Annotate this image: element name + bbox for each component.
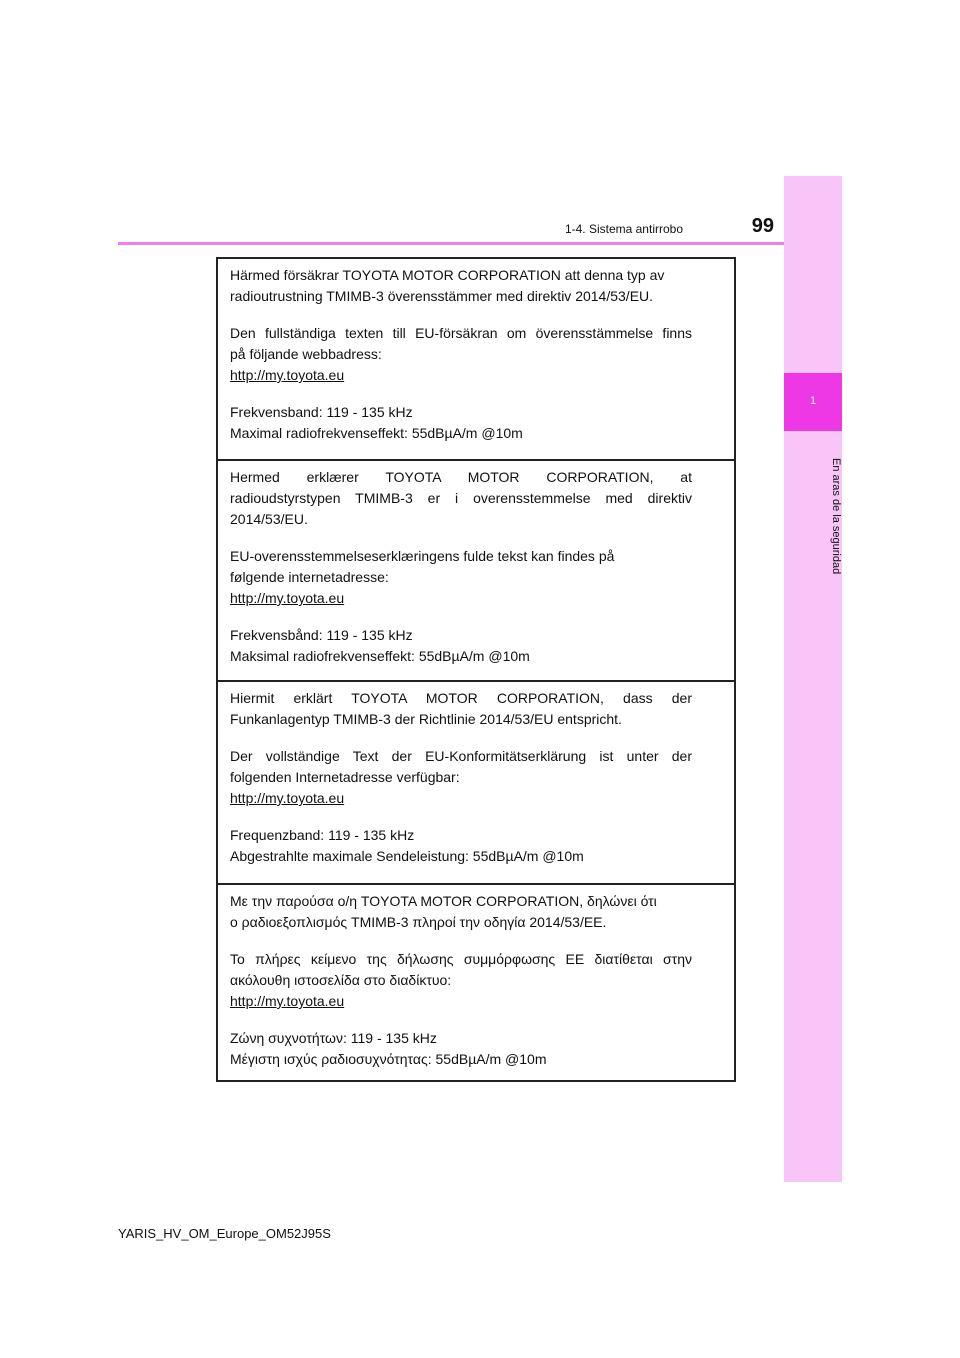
- frequency-band: Frekvensbånd: 119 - 135 kHz: [230, 627, 413, 643]
- para1-line: ο ραδιοεξοπλισμός TMIMB-3 πληροί την οδηγία 2014/53/ΕΕ.: [230, 914, 607, 930]
- chapter-title-vertical: En aras de la seguridad: [830, 457, 842, 575]
- para1-line: Hermed erklærer TOYOTA MOTOR CORPORATION, at: [230, 469, 692, 485]
- frequency-band: Ζώνη συχνοτήτων: 119 - 135 kHz: [230, 1030, 437, 1046]
- para1-line: Με την παρούσα ο/η TOYOTA MOTOR CORPORATION, δηλώνει ότι: [230, 893, 657, 909]
- para2-line: på följande webbadress:: [230, 346, 382, 362]
- para2-line: ακόλουθη ιστοσελίδα στο διαδίκτυο:: [230, 972, 452, 988]
- url-link[interactable]: http://my.toyota.eu: [230, 367, 345, 383]
- url-link[interactable]: http://my.toyota.eu: [230, 790, 345, 806]
- declaration-greek: [218, 883, 734, 1080]
- max-power: Maksimal radiofrekvenseffekt: 55dBµA/m @10m: [230, 648, 530, 664]
- para1-line: radioudstyrstypen TMIMB-3 er i overensstemmelse med direktiv: [230, 490, 692, 506]
- para2-line: Den fullständiga texten till EU-försäkran om överensstämmelse finns: [230, 325, 692, 341]
- chapter-number-tab[interactable]: 1: [784, 373, 842, 431]
- document-code: YARIS_HV_OM_Europe_OM52J95S: [118, 1226, 331, 1241]
- max-power: Maximal radiofrekvenseffekt: 55dBµA/m @10m: [230, 425, 523, 441]
- section-title: 1-4. Sistema antirrobo: [564, 222, 683, 236]
- frequency-band: Frekvensband: 119 - 135 kHz: [230, 404, 413, 420]
- para2-line: Der vollständige Text der EU-Konformitätserklärung ist unter der: [230, 748, 692, 764]
- declaration-danish: [218, 459, 734, 680]
- max-power: Μέγιστη ισχύς ραδιοσυχνότητας: 55dBµA/m @10m: [230, 1051, 547, 1067]
- para2-line: følgende internetadresse:: [230, 569, 389, 585]
- declaration-swedish: [218, 259, 734, 459]
- para1-line: 2014/53/EU.: [230, 511, 308, 527]
- para2-line: EU-overensstemmelseserklæringens fulde tekst kan findes på: [230, 548, 615, 564]
- para1-line: Funkanlagentyp TMIMB-3 der Richtlinie 2014/53/EU entspricht.: [230, 711, 622, 727]
- para2-line: Το πλήρες κείμενο της δήλωσης συμμόρφωσης ΕΕ διατίθεται στην: [230, 951, 692, 967]
- declaration-german: [218, 680, 734, 883]
- url-link[interactable]: http://my.toyota.eu: [230, 590, 345, 606]
- para1-line: Hiermit erklärt TOYOTA MOTOR CORPORATION, dass der: [230, 690, 692, 706]
- declaration-box: [216, 257, 736, 1082]
- para2-line: folgenden Internetadresse verfügbar:: [230, 769, 460, 785]
- header-rule: [118, 242, 784, 245]
- url-link[interactable]: http://my.toyota.eu: [230, 993, 345, 1009]
- max-power: Abgestrahlte maximale Sendeleistung: 55dBµA/m @10m: [230, 848, 584, 864]
- para1-line: Härmed försäkrar TOYOTA MOTOR CORPORATION att denna typ av: [230, 267, 665, 283]
- frequency-band: Frequenzband: 119 - 135 kHz: [230, 827, 415, 843]
- page-number: 99: [751, 215, 774, 237]
- para1-line: radioutrustning TMIMB-3 överensstämmer med direktiv 2014/53/EU.: [230, 288, 654, 304]
- side-chapter-tab: [784, 176, 842, 1182]
